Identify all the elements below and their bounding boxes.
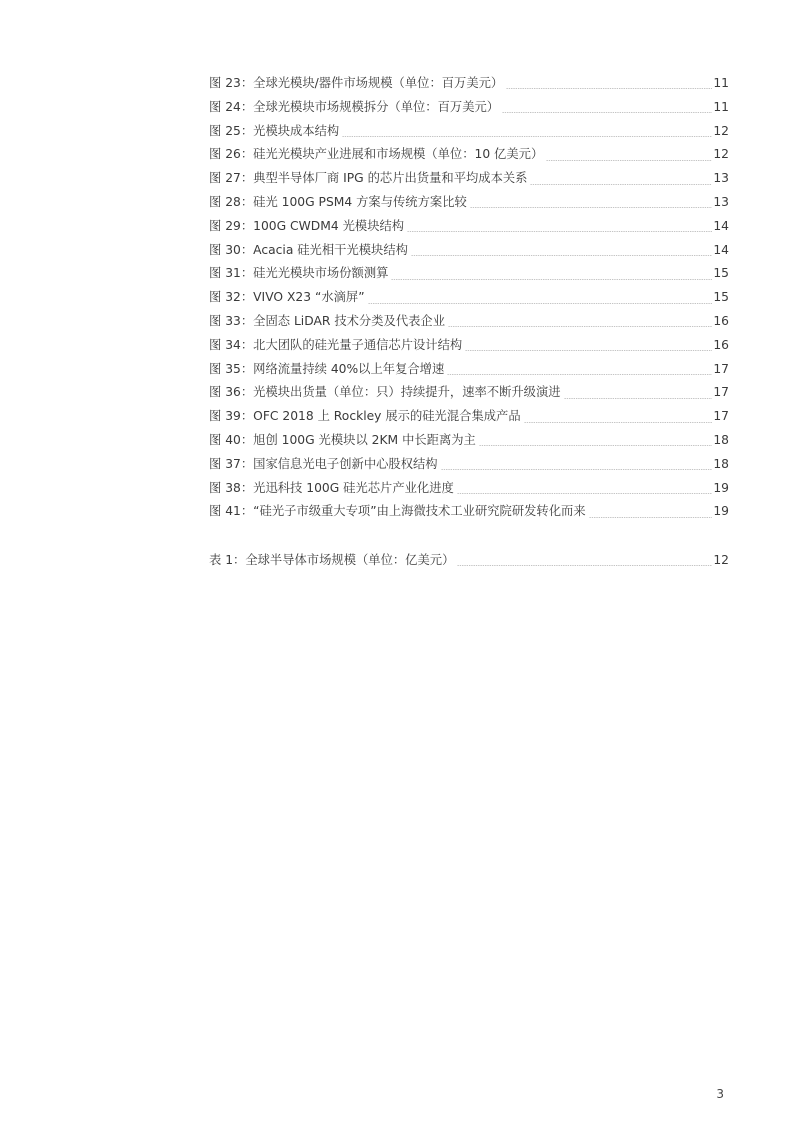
dot-leader: [524, 422, 713, 423]
toc-entry-label: 图 31：硅光光模块市场份额测算: [209, 266, 389, 281]
toc-entry-page: 16: [713, 337, 729, 352]
figure-list: [209, 72, 729, 524]
table-list: [209, 549, 729, 573]
toc-entry-label: 图 38：光迅科技 100G 硅光芯片产业化进度: [209, 480, 454, 495]
toc-entry-page: 18: [713, 432, 729, 447]
toc-entry-page: 17: [713, 361, 729, 376]
page-number: 3: [716, 1087, 724, 1101]
toc-entry-label: 图 23：全球光模块/器件市场规模（单位：百万美元）: [209, 76, 504, 90]
dot-leader: [546, 160, 712, 161]
toc-entry-label: 图 28：硅光 100G PSM4 方案与传统方案比较: [209, 194, 467, 209]
toc-entry-page: 19: [713, 480, 729, 495]
toc-entry-label: 图 26：硅光光模块产业进展和市场规模（单位：10 亿美元）: [209, 147, 544, 162]
toc-entry-page: 18: [713, 456, 729, 471]
toc-entry-label: 图 24：全球光模块市场规模拆分（单位：百万美元）: [209, 99, 500, 114]
toc-entry-label: 表 1：全球半导体市场规模（单位：亿美元）: [209, 553, 455, 567]
toc-entry-page: 16: [713, 313, 729, 328]
dot-leader: [589, 517, 713, 518]
dot-leader: [564, 398, 713, 399]
toc-entry-label: 图 37：国家信息光电子创新中心股权结构: [209, 456, 438, 471]
toc-entry-fig32[interactable]: [209, 286, 729, 310]
toc-entry-fig35[interactable]: [209, 358, 729, 382]
toc-entry-table1[interactable]: [209, 549, 729, 573]
toc-entry-fig41[interactable]: [209, 500, 729, 524]
toc-entry-fig25[interactable]: [209, 120, 729, 144]
dot-leader: [342, 136, 712, 137]
toc-entry-fig29[interactable]: [209, 215, 729, 239]
toc-entry-label: 图 34：北大团队的硅光量子通信芯片设计结构: [209, 337, 463, 352]
toc-entry-fig30[interactable]: [209, 239, 729, 263]
toc-entry-label: 图 36：光模块出货量（单位：只）持续提升，速率不断升级演进: [209, 385, 561, 400]
dot-leader: [530, 184, 712, 185]
toc-entry-page: 15: [713, 266, 729, 281]
dot-leader: [502, 112, 712, 113]
dot-leader: [465, 350, 712, 351]
dot-leader: [479, 445, 712, 446]
dot-leader: [506, 88, 712, 89]
dot-leader: [368, 303, 713, 304]
toc-entry-fig40[interactable]: [209, 429, 729, 453]
toc-entry-page: 14: [713, 242, 729, 257]
dot-leader: [447, 374, 712, 375]
toc-entry-page: 11: [713, 76, 729, 90]
dot-leader: [448, 326, 712, 327]
dot-leader: [391, 279, 712, 280]
toc-entry-page: 19: [713, 504, 729, 519]
toc-entry-label: 图 27：典型半导体厂商 IPG 的芯片出货量和平均成本关系: [209, 171, 528, 186]
toc-entry-fig31[interactable]: [209, 262, 729, 286]
toc-entry-fig28[interactable]: [209, 191, 729, 215]
toc-entry-fig27[interactable]: [209, 167, 729, 191]
toc-entry-label: 图 32：VIVO X23 “水滴屏”: [209, 290, 365, 305]
toc-entry-page: 13: [713, 194, 729, 209]
toc-entry-page: 11: [713, 99, 729, 114]
dot-leader: [457, 565, 712, 566]
toc-entry-fig37[interactable]: [209, 453, 729, 477]
toc-entry-fig39[interactable]: [209, 405, 729, 429]
toc-entry-page: 12: [713, 553, 729, 567]
toc-entry-page: 12: [713, 147, 729, 162]
toc-entry-fig23[interactable]: [209, 72, 729, 96]
toc-entry-label: 图 25：光模块成本结构: [209, 123, 340, 138]
toc-entry-label: 图 39：OFC 2018 上 Rockley 展示的硅光混合集成产品: [209, 409, 521, 424]
toc-entry-fig36[interactable]: [209, 381, 729, 405]
dot-leader: [457, 493, 713, 494]
dot-leader: [470, 207, 713, 208]
toc-entry-page: 13: [713, 171, 729, 186]
toc-entry-page: 17: [713, 409, 729, 424]
toc-entry-label: 图 41：“硅光子市级重大专项”由上海微技术工业研究院研发转化而来: [209, 504, 586, 519]
toc-entry-page: 12: [713, 123, 729, 138]
toc-entry-fig34[interactable]: [209, 334, 729, 358]
toc-entry-fig38[interactable]: [209, 477, 729, 501]
toc-entry-page: 17: [713, 385, 729, 400]
toc-entry-page: 14: [713, 218, 729, 233]
toc-entry-fig26[interactable]: [209, 143, 729, 167]
toc-entry-label: 图 30：Acacia 硅光相干光模块结构: [209, 242, 408, 257]
toc-entry-label: 图 40：旭创 100G 光模块以 2KM 中长距离为主: [209, 432, 476, 447]
toc-entry-label: 图 35：网络流量持续 40%以上年复合增速: [209, 361, 445, 376]
toc-entry-label: 图 29：100G CWDM4 光模块结构: [209, 218, 405, 233]
dot-leader: [411, 255, 712, 256]
toc-entry-page: 15: [713, 290, 729, 305]
toc-entry-label: 图 33：全固态 LiDAR 技术分类及代表企业: [209, 313, 446, 328]
dot-leader: [407, 231, 712, 232]
toc-entry-fig24[interactable]: [209, 96, 729, 120]
dot-leader: [441, 469, 713, 470]
toc-entry-fig33[interactable]: [209, 310, 729, 334]
